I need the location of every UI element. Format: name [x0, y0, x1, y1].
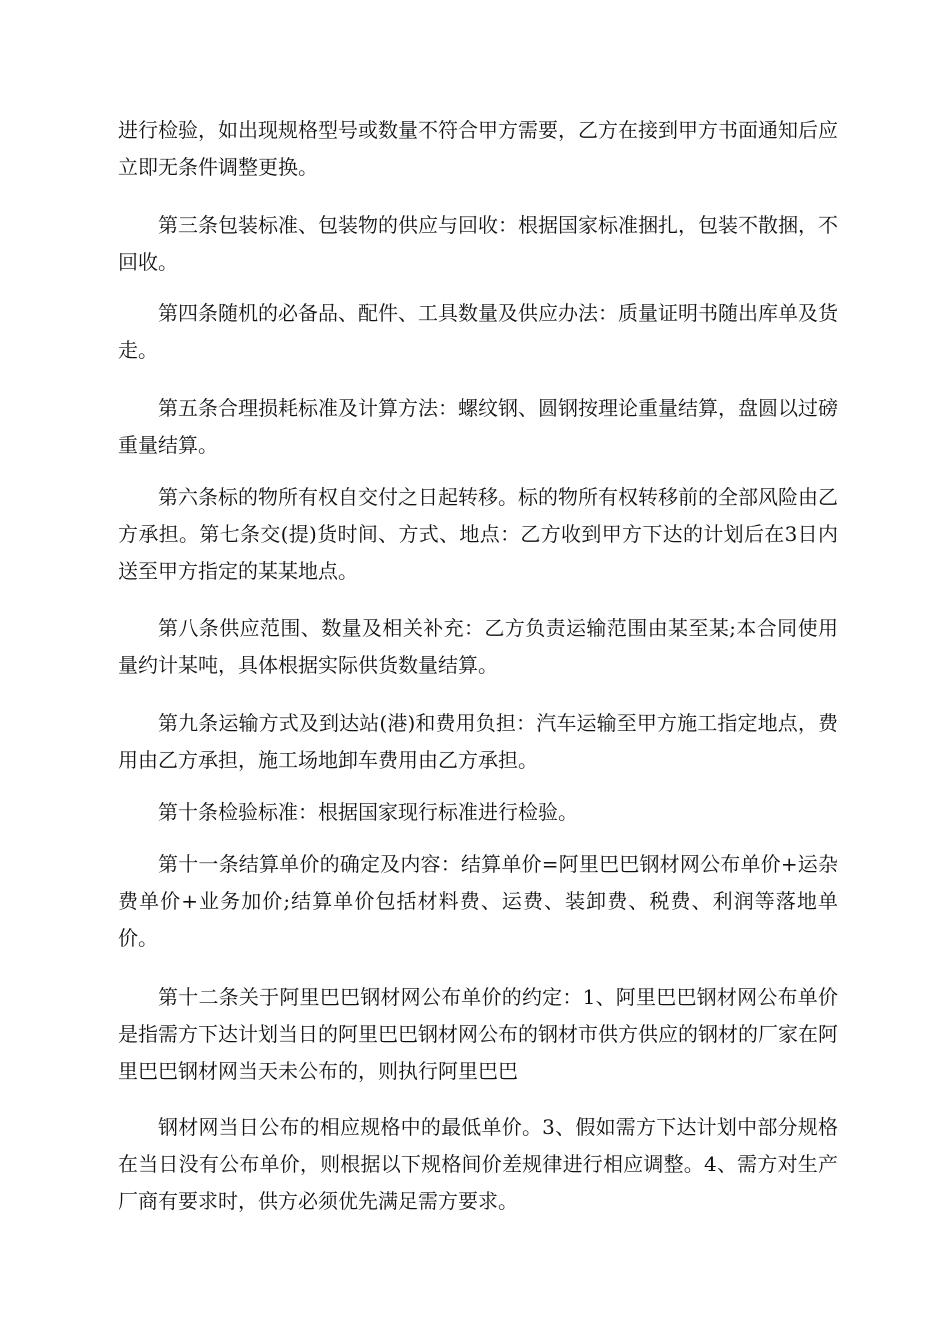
paragraph-article-12: 第十二条关于阿里巴巴钢材网公布单价的约定：1、阿里巴巴钢材网公布单价是指需方下达计划当日的阿里巴巴钢材网公布的钢材市供方供应的钢材的厂家在阿里巴巴钢材网当天未公布的，则执行阿里巴巴 — [118, 985, 838, 1083]
paragraph-article-6-7: 第六条标的物所有权自交付之日起转移。标的物所有权转移前的全部风险由乙方承担。第七条交(提)货时间、方式、地点：乙方收到甲方下达的计划后在3日内送至甲方指定的某某地点。 — [118, 485, 838, 583]
paragraph-article-11: 第十一条结算单价的确定及内容：结算单价=阿里巴巴钢材网公布单价+运杂费单价+业务加价;结算单价包括材料费、运费、装卸费、税费、利润等落地单价。 — [118, 852, 838, 950]
paragraph-article-4: 第四条随机的必备品、配件、工具数量及供应办法：质量证明书随出库单及货走。 — [118, 301, 838, 362]
paragraph-article-3: 第三条包装标准、包装物的供应与回收：根据国家标准捆扎，包装不散捆，不回收。 — [118, 213, 838, 274]
paragraph-article-9: 第九条运输方式及到达站(港)和费用负担：汽车运输至甲方施工指定地点，费用由乙方承担，施工场地卸车费用由乙方承担。 — [118, 711, 838, 772]
paragraph-article-10: 第十条检验标准：根据国家现行标准进行检验。 — [158, 800, 578, 824]
paragraph-article-12-continued: 钢材网当日公布的相应规格中的最低单价。3、假如需方下达计划中部分规格在当日没有公布单价，则根据以下规格间价差规律进行相应调整。4、需方对生产厂商有要求时，供方必须优先满足需方要求。 — [118, 1115, 838, 1213]
paragraph-article-5: 第五条合理损耗标准及计算方法：螺纹钢、圆钢按理论重量结算，盘圆以过磅重量结算。 — [118, 396, 838, 457]
paragraph-article-8: 第八条供应范围、数量及相关补充：乙方负责运输范围由某至某;本合同使用量约计某吨，具体根据实际供货数量结算。 — [118, 616, 838, 677]
paragraph-inspection-continued: 进行检验，如出现规格型号或数量不符合甲方需要，乙方在接到甲方书面通知后应立即无条件调整更换。 — [118, 118, 838, 179]
